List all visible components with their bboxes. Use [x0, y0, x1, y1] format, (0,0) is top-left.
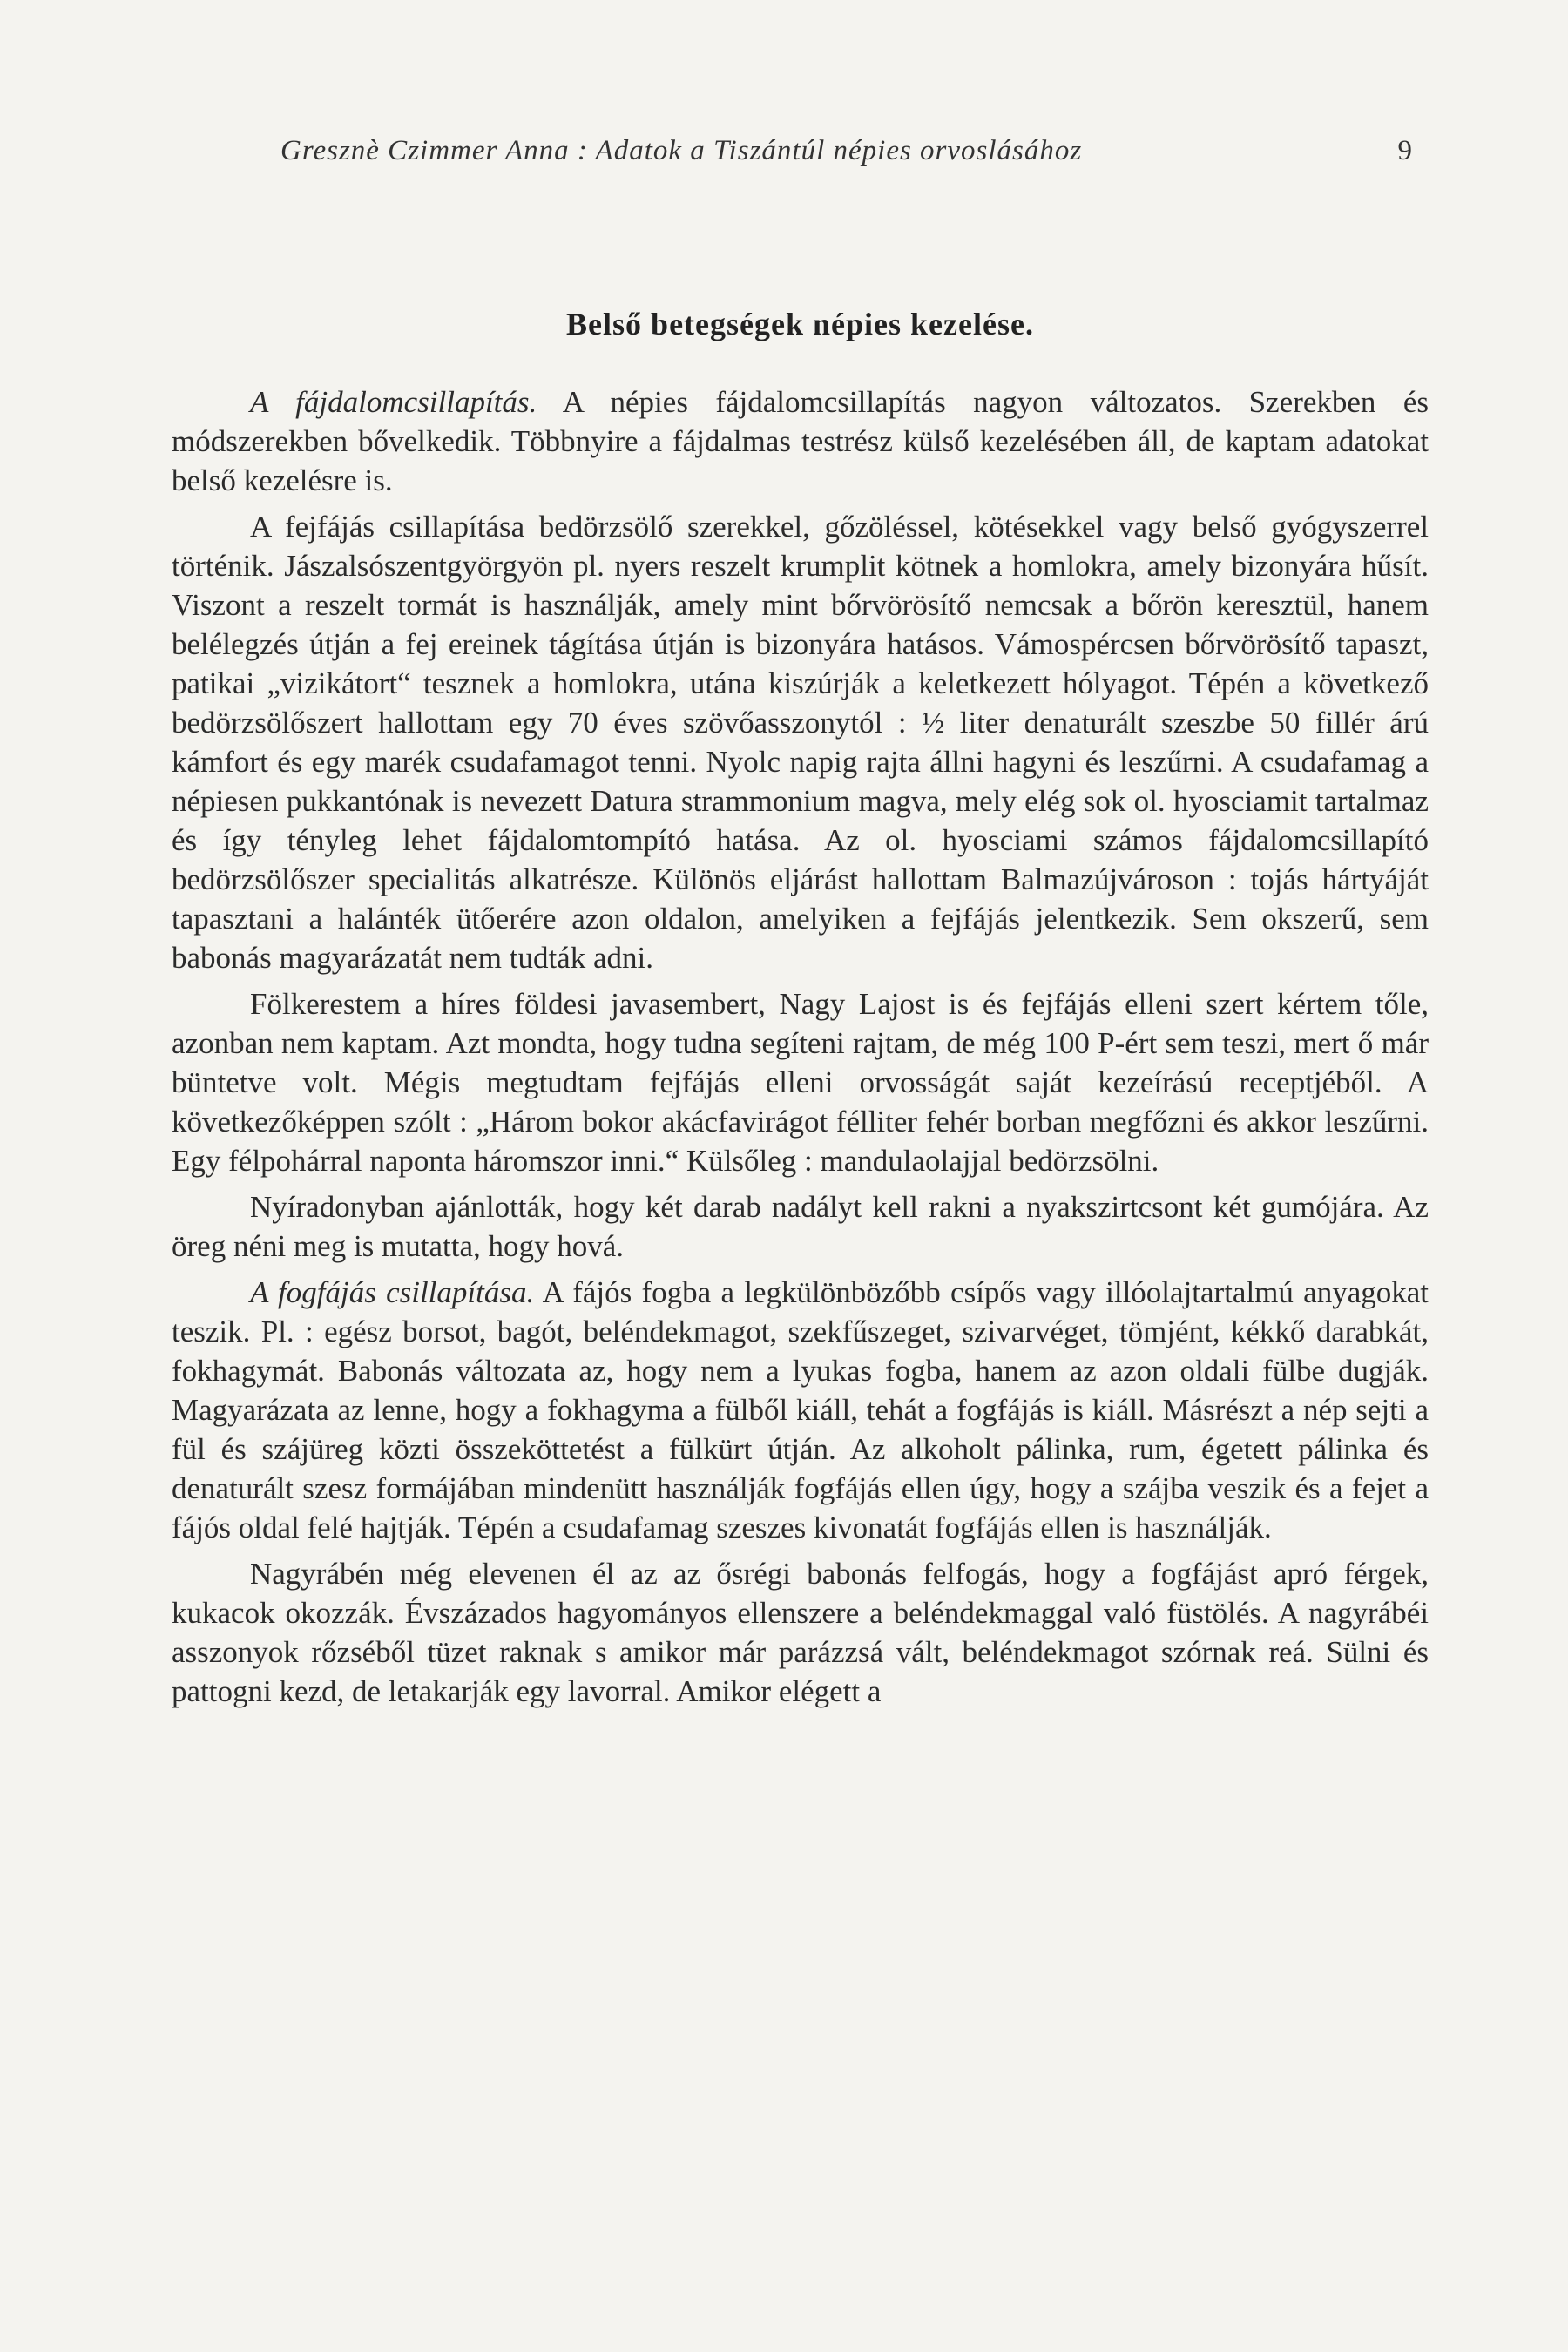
- running-head-title: Gresznè Czimmer Anna : Adatok a Tiszántúl népies orvoslásához: [280, 135, 1083, 166]
- paragraph-lead: A fogfájás csillapítása.: [250, 1275, 535, 1309]
- body-text: [172, 305, 1429, 1711]
- running-head: [280, 135, 1413, 179]
- paragraph: [172, 382, 1429, 500]
- paragraph-text: Fölkerestem a híres földesi javasembert, Nagy Lajost is és fejfájás elleni szert kértem tőle, azonban nem kaptam. Azt mondta, hogy tudna segíteni rajtam, de még 100 P-ért sem teszi, mert ő már büntetve volt. Mégis megtudtam fejfájás elleni orvosságát saját kezeírású receptjéből. A következőképpen szólt : „Három bokor akácfavirágot félliter fehér borban megfőzni és akkor leszűrni. Egy félpohárral naponta háromszor inni.“ Külsőleg : mandulaolajjal bedörzsölni.: [172, 987, 1429, 1178]
- paragraph-text: A fejfájás csillapítása bedörzsölő szerekkel, gőzöléssel, kötésekkel vagy belső gyógyszerrel történik. Jászalsószentgyörgyön pl. nyers reszelt krumplit kötnek a homlokra, amely bizonyára hűsít. Viszont a reszelt tormát is használják, amely mint bőrvörösítő nemcsak a bőrön keresztül, hanem belélegzés útján a fej ereinek tágítása útján is bizonyára hatásos. Vámospércsen bőrvörösítő tapaszt, patikai „vizikátort“ tesznek a homlokra, utána kiszúrják a keletkezett hólyagot. Tépén a következő bedörzsölőszert hallottam egy 70 éves szövőasszonytól : ½ liter denaturált szeszbe 50 fillér árú kámfort és egy marék csudafamagot tenni. Nyolc napig rajta állni hagyni és leszűrni. A csudafamag a népiesen pukkantónak is nevezett Datura strammonium magva, mely elég sok ol. hyosciamit tartalmaz és így tényleg lehet fájdalomtompító hatása. Az ol. hyosciami számos fájdalomcsillapító bedörzsölőszer specialitás alkatrésze. Különös eljárást hallottam Balmazújvároson : tojás hártyáját tapasztani a halánték ütőerére azon oldalon, amelyiken a fejfájás jelentkezik. Sem okszerű, sem babonás magyarázatát nem tudták adni.: [172, 510, 1429, 975]
- section-heading: Belső betegségek népies kezelése.: [566, 307, 1034, 341]
- paragraph-text: Nagyrábén még elevenen él az az ősrégi babonás felfogás, hogy a fogfájást apró férgek, kukacok okozzák. Évszázados hagyományos ellenszere a beléndekmaggal való füstölés. A nagyrábéi asszonyok rőzséből tüzet raknak s amikor már parázzsá vált, beléndekmagot szórnak reá. Sülni és pattogni kezd, de letakarják egy lavorral. Amikor elégett a: [172, 1557, 1429, 1708]
- paragraph-text: A népies fájdalomcsillapítás nagyon változatos. Szerekben és módszerekben bővelkedik. Többnyire a fájdalmas testrész külső kezelésében áll, de kaptam adatokat belső kezelésre is.: [172, 385, 1429, 497]
- paragraph: [172, 984, 1429, 1180]
- paragraph: [172, 1187, 1429, 1266]
- page-number: 9: [1397, 135, 1413, 166]
- paragraph: [172, 507, 1429, 977]
- paragraph-lead: A fájdalomcsillapítás.: [250, 385, 537, 419]
- paragraph-text: Nyíradonyban ajánlották, hogy két darab nadályt kell rakni a nyakszirtcsont két gumójára. Az öreg néni meg is mutatta, hogy hová.: [172, 1190, 1429, 1263]
- paragraph-text: A fájós fogba a legkülönbözőbb csípős vagy illóolajtartalmú anyagokat teszik. Pl. : egész borsot, bagót, beléndekmagot, szekfűszeget, szivarvéget, tömjént, kékkő darabkát, fokhagymát. Babonás változata az, hogy nem a lyukas fogba, hanem az azon oldali fülbe dugják. Magyarázata az lenne, hogy a fokhagyma a fülből kiáll, tehát a fogfájás is kiáll. Másrészt a nép sejti a fül és szájüreg közti összeköttetést a fülkürt útján. Az alkoholt pálinka, rum, égetett pálinka és denaturált szesz formájában mindenütt használják fogfájás ellen úgy, hogy a szájba veszik és a fejet a fájós oldal felé hajtják. Tépén a csudafamag szeszes kivonatát fogfájás ellen is használják.: [172, 1275, 1429, 1544]
- paragraph: [172, 1554, 1429, 1711]
- paragraph: [172, 1273, 1429, 1547]
